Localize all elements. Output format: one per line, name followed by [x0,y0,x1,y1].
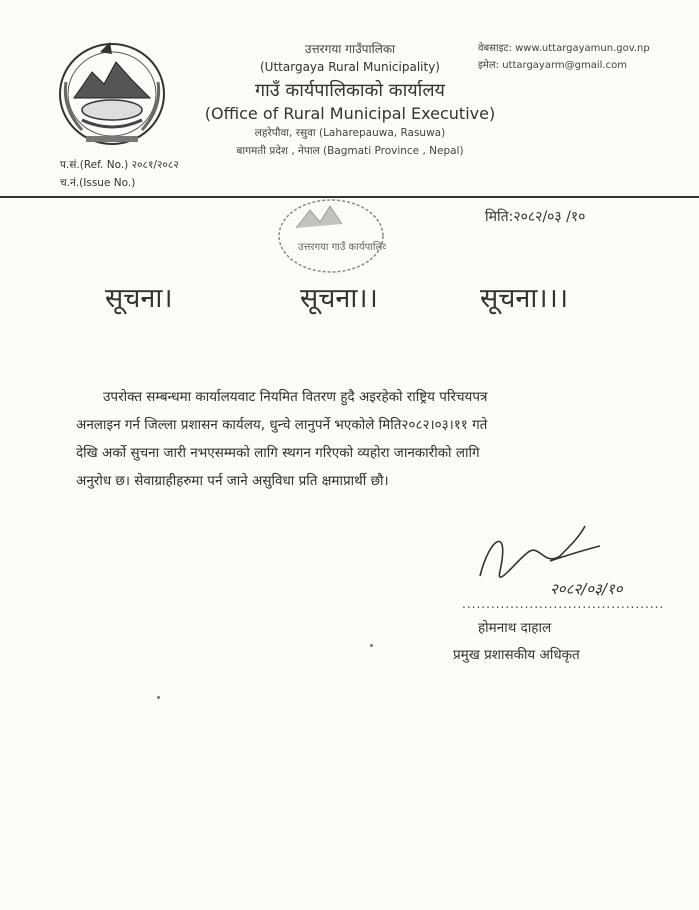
signatory-title: प्रमुख प्रशासकीय अधिकृत [453,647,580,663]
notice-body [76,383,597,495]
body-line: देखि अर्को सुचना जारी नभएसम्मको लागि स्थगन गरिएको व्यहोरा जानकारीको लागि [76,445,480,461]
municipality-name-en: (Uttargaya Rural Municipality) [260,60,440,74]
body-line: अनुरोध छ। सेवाग्राहीहरुमा पर्न जाने असुविधा प्रति क्षमाप्रार्थी छौ। [76,473,389,489]
letterhead [180,40,520,158]
scan-speck [370,644,373,647]
body-line: उपरोक्त सम्बन्धमा कार्यालयवाट नियमित वितरण हुदै अइरहेको राष्ट्रिय परिचयपत्र [103,389,488,405]
ref-number: प.सं.(Ref. No.) २०८१/२०८२ [60,159,179,171]
signature-date: २०८२/०३/१० [550,580,623,598]
office-name-np: गाउँ कार्यपालिकाको कार्यालय [255,80,445,101]
scan-speck [157,696,160,699]
province: बागमती प्रदेश , नेपाल (Bagmati Province , Nepal) [236,145,464,157]
signatory-name: होमनाथ दाहाल [478,620,552,636]
notice-title-3: सूचना।।। [480,283,569,314]
email: इमेल: uttargayarm@gmail.com [478,60,627,71]
body-line: अनलाइन गर्न जिल्ला प्रशासन कार्यलय, धुन्चे लानुपर्ने भएकोले मिति२०८२।०३।११ गते [76,417,488,433]
website: वेबसाइट: www.uttargayamun.gov.np [478,43,650,54]
contact-block [478,40,650,74]
office-name-en: (Office of Rural Municipal Executive) [204,104,496,123]
municipality-name-np: उत्तरगया गाउँपालिका [304,42,396,56]
notice-title-2: सूचना।। [300,283,378,314]
handwritten-signature [470,516,670,606]
notice-title-1: सूचना। [105,283,173,314]
signature-line: .......................................... [462,597,665,611]
issue-number: च.नं.(Issue No.) [60,177,136,189]
office-stamp [276,198,386,280]
stamp-text: उत्तरगया गाउँ कार्यपालिका [298,242,386,253]
municipality-emblem [52,38,172,148]
address: लहरेपौवा, रसुवा (Laharepauwa, Rasuwa) [254,127,446,139]
letter-date: मिति:२०८२/०३ /१० [485,209,586,225]
